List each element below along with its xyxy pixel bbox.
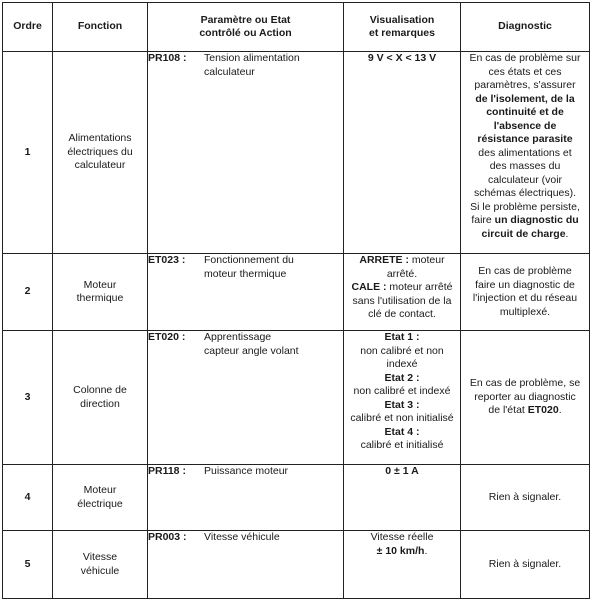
diagnostic-text: de l'état xyxy=(488,404,528,417)
parameter-line: Fonctionnement du xyxy=(204,254,294,266)
parameter-line: Apprentissage xyxy=(204,331,272,343)
cell-fonction xyxy=(53,52,148,254)
header-row xyxy=(3,3,590,52)
cell-diagnostic xyxy=(461,331,590,465)
state-description: non calibré et non xyxy=(360,344,444,357)
parameter-line: Vitesse véhicule xyxy=(204,531,280,543)
fonction-line: calculateur xyxy=(74,159,126,172)
cell-diagnostic xyxy=(461,52,590,254)
diagnostic-line: l'injection et du réseau xyxy=(472,292,578,304)
header-visualisation-line2: et remarques xyxy=(369,27,435,39)
cell-visualisation xyxy=(344,331,461,465)
parameter-text xyxy=(204,254,332,281)
parameter-line: Puissance moteur xyxy=(204,465,289,477)
cell-fonction xyxy=(53,531,148,599)
cell-parametre xyxy=(148,254,344,331)
fonction-line: Vitesse xyxy=(82,551,118,563)
diagnostic-line: paramètres, s'assurer xyxy=(474,79,576,91)
visualisation-bold: CALE : xyxy=(351,281,387,293)
cell-ordre: 3 xyxy=(3,331,53,465)
parameter-code: PR108 : xyxy=(148,52,187,64)
diagnostic-line: schémas électriques). xyxy=(473,187,577,199)
table-row xyxy=(3,465,590,531)
fonction-line: électriques du xyxy=(67,145,133,158)
parameter-text xyxy=(204,331,332,358)
cell-diagnostic: Rien à signaler. xyxy=(461,465,590,531)
fonction-line: électrique xyxy=(77,497,123,510)
cell-ordre: 5 xyxy=(3,531,53,599)
visualisation-line xyxy=(344,281,460,295)
visualisation-text: . xyxy=(424,544,428,557)
diagnostic-text-bold: ET020 xyxy=(527,404,559,417)
cell-fonction xyxy=(53,254,148,331)
header-fonction: Fonction xyxy=(53,3,148,52)
diagnostic-line: des alimentations et xyxy=(478,146,572,159)
diagnostic-line: ces états et ces xyxy=(488,65,562,78)
visualisation-line: sans l'utilisation de la xyxy=(352,294,452,307)
diagnostic-line: multiplexé. xyxy=(499,305,551,318)
parameter-line: capteur angle volant xyxy=(204,344,299,357)
diagnostic-line: des masses du xyxy=(489,160,561,172)
visualisation-line: arrêté. xyxy=(386,267,418,280)
state-title: Etat 3 : xyxy=(384,398,420,411)
diagnostic-table xyxy=(2,2,590,599)
parameter-text xyxy=(204,531,332,545)
fonction-line: Moteur xyxy=(83,484,117,496)
visualisation-text: moteur arrêté xyxy=(386,281,453,293)
diagnostic-line: l'absence de xyxy=(493,119,557,132)
diagnostic-line: En cas de problème xyxy=(478,265,572,277)
cell-diagnostic xyxy=(461,254,590,331)
diagnostic-line: résistance parasite xyxy=(477,133,573,145)
diagnostic-line: En cas de problème sur xyxy=(469,52,581,64)
cell-fonction xyxy=(53,331,148,465)
parameter-code: PR118 : xyxy=(148,465,186,477)
diagnostic-text: faire xyxy=(471,214,495,226)
header-parametre-line1: Paramètre ou Etat xyxy=(200,13,291,26)
diagnostic-line: calculateur (voir xyxy=(487,173,563,186)
diagnostic-line xyxy=(461,214,589,228)
visualisation-bold: ARRETE : xyxy=(359,254,409,266)
cell-parametre xyxy=(148,331,344,465)
header-ordre: Ordre xyxy=(3,3,53,52)
cell-fonction xyxy=(53,465,148,531)
diagnostic-line: faire un diagnostic de xyxy=(475,278,575,291)
state-title: Etat 1 : xyxy=(384,331,420,343)
cell-parametre xyxy=(148,465,344,531)
header-diagnostic: Diagnostic xyxy=(461,3,590,52)
parameter-code: ET023 : xyxy=(148,254,186,266)
state-description: calibré et initialisé xyxy=(360,439,444,451)
diagnostic-line: continuité et de xyxy=(486,106,564,118)
cell-ordre: 2 xyxy=(3,254,53,331)
diagnostic-line xyxy=(461,404,589,418)
cell-visualisation xyxy=(344,52,461,254)
diagnostic-line: Si le problème persiste, xyxy=(470,200,580,213)
table-row xyxy=(3,331,590,465)
diagnostic-text-bold: un diagnostic du xyxy=(494,214,579,226)
cell-diagnostic: Rien à signaler. xyxy=(461,531,590,599)
diagnostic-line xyxy=(461,228,589,242)
state-description: calibré et non initialisé xyxy=(350,412,454,424)
header-visualisation xyxy=(344,3,461,52)
visualisation-line xyxy=(344,254,460,268)
state-description: non calibré et indexé xyxy=(353,385,451,397)
visualisation-line xyxy=(344,545,460,559)
visualisation-line: clé de contact. xyxy=(368,308,436,320)
state-title: Etat 2 : xyxy=(384,371,420,384)
state-description: indexé xyxy=(386,358,418,370)
table-row xyxy=(3,254,590,331)
fonction-line: Moteur xyxy=(83,278,117,291)
diagnostic-text: . xyxy=(558,404,562,417)
cell-visualisation xyxy=(344,531,461,599)
state-title: Etat 4 : xyxy=(384,425,420,438)
visualisation-text: moteur xyxy=(408,254,445,266)
cell-parametre xyxy=(148,531,344,599)
header-parametre-line2: contrôlé ou Action xyxy=(199,27,292,39)
visualisation-bold: ± 10 km/h xyxy=(376,544,425,557)
diagnostic-text-bold: circuit de charge xyxy=(481,227,566,240)
cell-parametre xyxy=(148,52,344,254)
diagnostic-text: . xyxy=(565,227,569,240)
diagnostic-line: reporter au diagnostic xyxy=(474,390,576,403)
diagnostic-line: de l'isolement, de la xyxy=(475,92,575,105)
visualisation-line: Vitesse réelle xyxy=(370,531,434,543)
parameter-text xyxy=(204,465,332,479)
cell-ordre: 4 xyxy=(3,465,53,531)
header-parametre xyxy=(148,3,344,52)
table-row xyxy=(3,531,590,599)
parameter-text xyxy=(204,52,332,79)
parameter-line: moteur thermique xyxy=(204,267,287,280)
fonction-line: véhicule xyxy=(80,564,120,577)
fonction-line: Colonne de xyxy=(73,384,127,396)
fonction-line: thermique xyxy=(76,292,124,304)
table-row xyxy=(3,52,590,254)
cell-ordre: 1 xyxy=(3,52,53,254)
parameter-line: calculateur xyxy=(204,65,255,78)
diagnostic-line: En cas de problème, se xyxy=(469,377,581,390)
parameter-code: ET020 : xyxy=(148,331,186,343)
visualisation-line: 0 ± 1 A xyxy=(385,465,419,477)
visualisation-line: 9 V < X < 13 V xyxy=(367,52,437,64)
parameter-line: Tension alimentation xyxy=(204,52,300,64)
parameter-code: PR003 : xyxy=(148,531,187,543)
fonction-line: Alimentations xyxy=(68,132,132,145)
cell-visualisation xyxy=(344,465,461,531)
cell-visualisation xyxy=(344,254,461,331)
header-visualisation-line1: Visualisation xyxy=(369,13,435,26)
fonction-line: direction xyxy=(80,397,120,410)
